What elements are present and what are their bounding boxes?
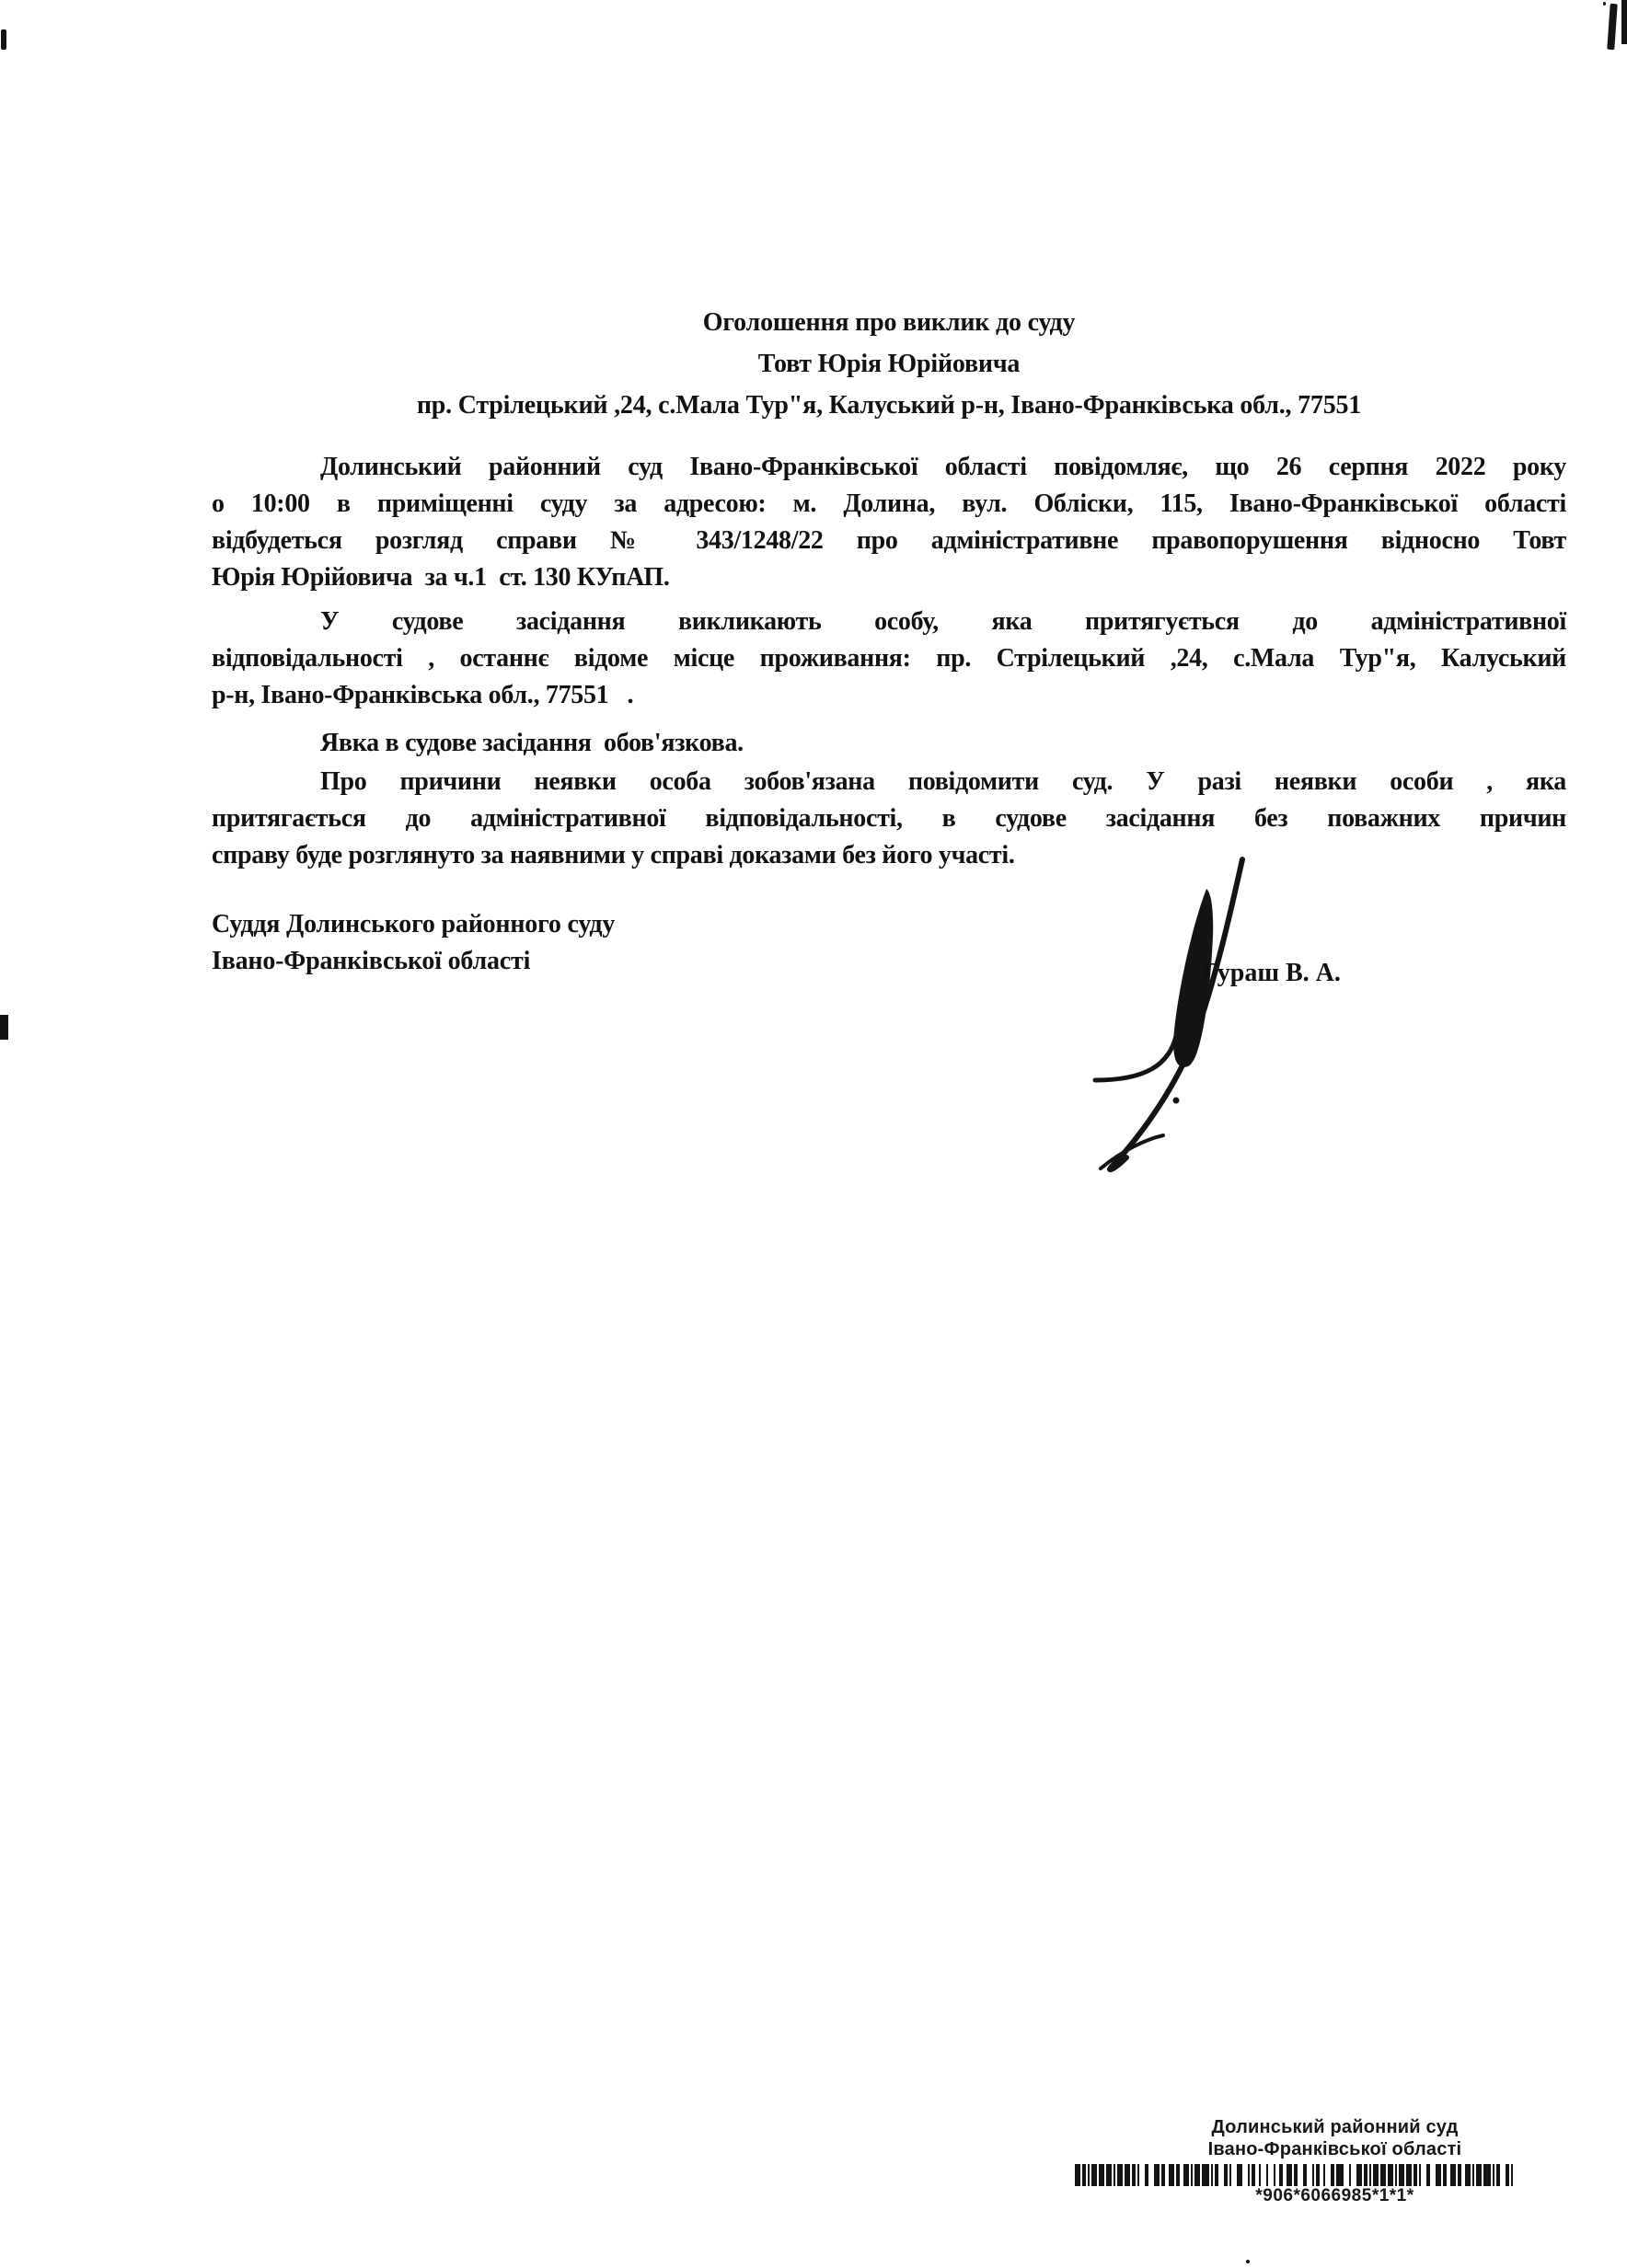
- barcode: [1075, 2164, 1517, 2186]
- body-line: відповідальності , останнє відоме місце проживання: пр. Стрілецький ,24, с.Мала Тур"я, Калуський: [212, 644, 1566, 673]
- body-line: Про причини неявки особа зобов'язана повідомити суд. У разі неявки особи , яка: [320, 767, 1566, 796]
- paragraph: [212, 725, 1566, 762]
- addressee-address: пр. Стрілецький ,24, с.Мала Тур"я, Калуський р-н, Івано-Франківська обл., 77551: [416, 391, 1362, 420]
- body-line: р-н, Івано-Франківська обл., 77551 .: [212, 681, 634, 709]
- barcode-value: *906*6066985*1*1*: [1255, 2186, 1414, 2205]
- body-line: справу буде розглянуто за наявними у справі доказами без його участі.: [212, 841, 1015, 869]
- body-line: У судове засідання викликають особу, яка притягується до адміністративної: [320, 607, 1566, 636]
- scan-artifact: [1, 29, 6, 50]
- scan-artifact: [1246, 2260, 1250, 2263]
- stamp-region: Івано-Франківської області: [1207, 2139, 1462, 2159]
- body-line: Долинський районний суд Івано-Франківської області повідомляє, що 26 серпня 2022 року: [320, 453, 1566, 481]
- body-line: Явка в судове засідання обов'язкова.: [320, 729, 744, 757]
- document-title: Оголошення про виклик до суду: [702, 308, 1076, 337]
- addressee-name: Товт Юрія Юрійовича: [757, 350, 1021, 378]
- scan-artifact: [1603, 2, 1606, 6]
- judge-name: Гураш В. А.: [1202, 959, 1341, 987]
- paragraph: [212, 604, 1566, 714]
- body-line: притягається до адміністративної відповідальності, в судове засідання без поважних причин: [212, 804, 1566, 833]
- body-line: о 10:00 в приміщенні суду за адресою: м. Долина, вул. Обліски, 115, Івано-Франківської області: [212, 489, 1566, 518]
- judge-title-line: Суддя Долинського районного суду: [212, 910, 616, 938]
- court-stamp: [1075, 2116, 1595, 2206]
- document-title-block: [212, 302, 1566, 426]
- body-line: Юрія Юрійовича за ч.1 ст. 130 КУпАП.: [212, 563, 670, 592]
- scan-artifact: [0, 1015, 8, 1040]
- paragraph: [212, 764, 1566, 874]
- body-paragraphs: [212, 449, 1566, 874]
- stamp-court-name: Долинський районний суд: [1211, 2117, 1459, 2137]
- scan-artifact: [1607, 4, 1617, 50]
- scan-artifact: [1621, 0, 1627, 44]
- paragraph: [212, 449, 1566, 596]
- judge-title-line: Івано-Франківської області: [212, 947, 531, 975]
- handwritten-signature: [1075, 845, 1264, 1187]
- signature-block: [212, 906, 615, 980]
- body-line: відбудеться розгляд справи № 343/1248/22 про адміністративне правопорушення відносно Товт: [212, 526, 1566, 555]
